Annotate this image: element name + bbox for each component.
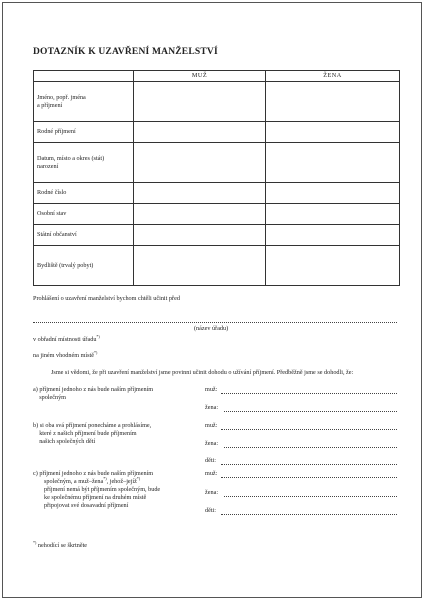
option-c-man-line[interactable]	[221, 477, 397, 478]
option-c-children-line[interactable]	[221, 514, 397, 515]
footnote: *) nehodící se škrtněte	[33, 539, 88, 549]
surname-agreement-text: Jsme si vědomi, že při uzavření manželství jsme povinni učinit dohodu o užívání příjmení. Předběžně jsme se dohodli, že:	[51, 369, 354, 376]
row-label: Bydliště (trvalý pobyt)	[34, 246, 134, 286]
label-woman: žena:	[205, 404, 219, 411]
man-name-field[interactable]	[134, 82, 266, 122]
footnote-mark: *)	[94, 349, 98, 355]
option-c-line-3: příjmení nemá být příjmením společným, bude ke společnému příjmení na druhém místě připojovat své dosavadní příjmení	[44, 486, 161, 509]
label-man: muž:	[205, 470, 218, 477]
woman-citizenship-field[interactable]	[266, 225, 400, 246]
row-label: Rodné číslo	[34, 183, 134, 204]
row-label: Datum, místo a okres (stát) narození	[34, 143, 134, 183]
page-title: DOTAZNÍK K UZAVŘENÍ MANŽELSTVÍ	[33, 47, 218, 57]
header-empty	[34, 71, 134, 82]
man-citizenship-field[interactable]	[134, 225, 266, 246]
woman-birth-details-field[interactable]	[266, 143, 400, 183]
header-woman: ŽENA	[266, 71, 400, 82]
label-children: děti:	[205, 457, 216, 464]
row-birth-surname	[34, 122, 400, 143]
man-birth-number-field[interactable]	[134, 183, 266, 204]
table-header-row	[34, 71, 400, 82]
option-a-man-line[interactable]	[221, 393, 397, 394]
label-woman: žena:	[205, 440, 219, 447]
option-office[interactable]: v obřadní místnosti úřadu*)	[33, 333, 100, 343]
option-c-line-1: c) příjmení jednoho z nás bude naším příjmením	[33, 470, 154, 477]
option-other-place[interactable]: na jiném vhodném místě*)	[33, 349, 98, 359]
row-label: Státní občanství	[34, 225, 134, 246]
man-marital-status-field[interactable]	[134, 204, 266, 225]
form-page	[2, 2, 422, 598]
option-b-children-line[interactable]	[221, 464, 397, 465]
row-citizenship	[34, 225, 400, 246]
office-name-line[interactable]	[33, 322, 397, 323]
woman-marital-status-field[interactable]	[266, 204, 400, 225]
man-birth-details-field[interactable]	[134, 143, 266, 183]
row-birth-number	[34, 183, 400, 204]
row-marital-status	[34, 204, 400, 225]
questionnaire-table	[33, 70, 400, 286]
woman-birth-number-field[interactable]	[266, 183, 400, 204]
option-b-man-line[interactable]	[221, 429, 397, 430]
row-label: Jméno, popř. jména a příjmení	[34, 82, 134, 122]
row-name	[34, 82, 400, 122]
man-residence-field[interactable]	[134, 246, 266, 286]
row-label: Rodné příjmení	[34, 122, 134, 143]
label-man: muž:	[205, 386, 218, 393]
office-name-caption: (název úřadu)	[194, 325, 229, 332]
footnote-mark: *)	[96, 333, 100, 339]
option-b[interactable]: b) si oba svá příjmení ponecháme a prohlásíme, které z našich příjmení bude příjmením našich společných dětí	[33, 422, 152, 445]
row-label: Osobní stav	[34, 204, 134, 225]
woman-name-field[interactable]	[266, 82, 400, 122]
woman-residence-field[interactable]	[266, 246, 400, 286]
option-c-woman-line[interactable]	[224, 496, 397, 497]
woman-birth-surname-field[interactable]	[266, 122, 400, 143]
option-a[interactable]: a) příjmení jednoho z nás bude naším příjmením společným	[33, 386, 154, 401]
declaration-text: Prohlášení o uzavření manželství bychom chtěli učinit před	[33, 295, 180, 302]
option-c-line-2: společným, a muž–žena*), jehož–jejíž*)	[44, 475, 141, 485]
label-children: děti:	[205, 507, 216, 514]
label-woman: žena:	[205, 489, 219, 496]
header-man: MUŽ	[134, 71, 266, 82]
row-residence	[34, 246, 400, 286]
label-man: muž:	[205, 422, 218, 429]
option-b-woman-line[interactable]	[224, 447, 397, 448]
option-a-woman-line[interactable]	[224, 411, 397, 412]
row-birth-details	[34, 143, 400, 183]
man-birth-surname-field[interactable]	[134, 122, 266, 143]
